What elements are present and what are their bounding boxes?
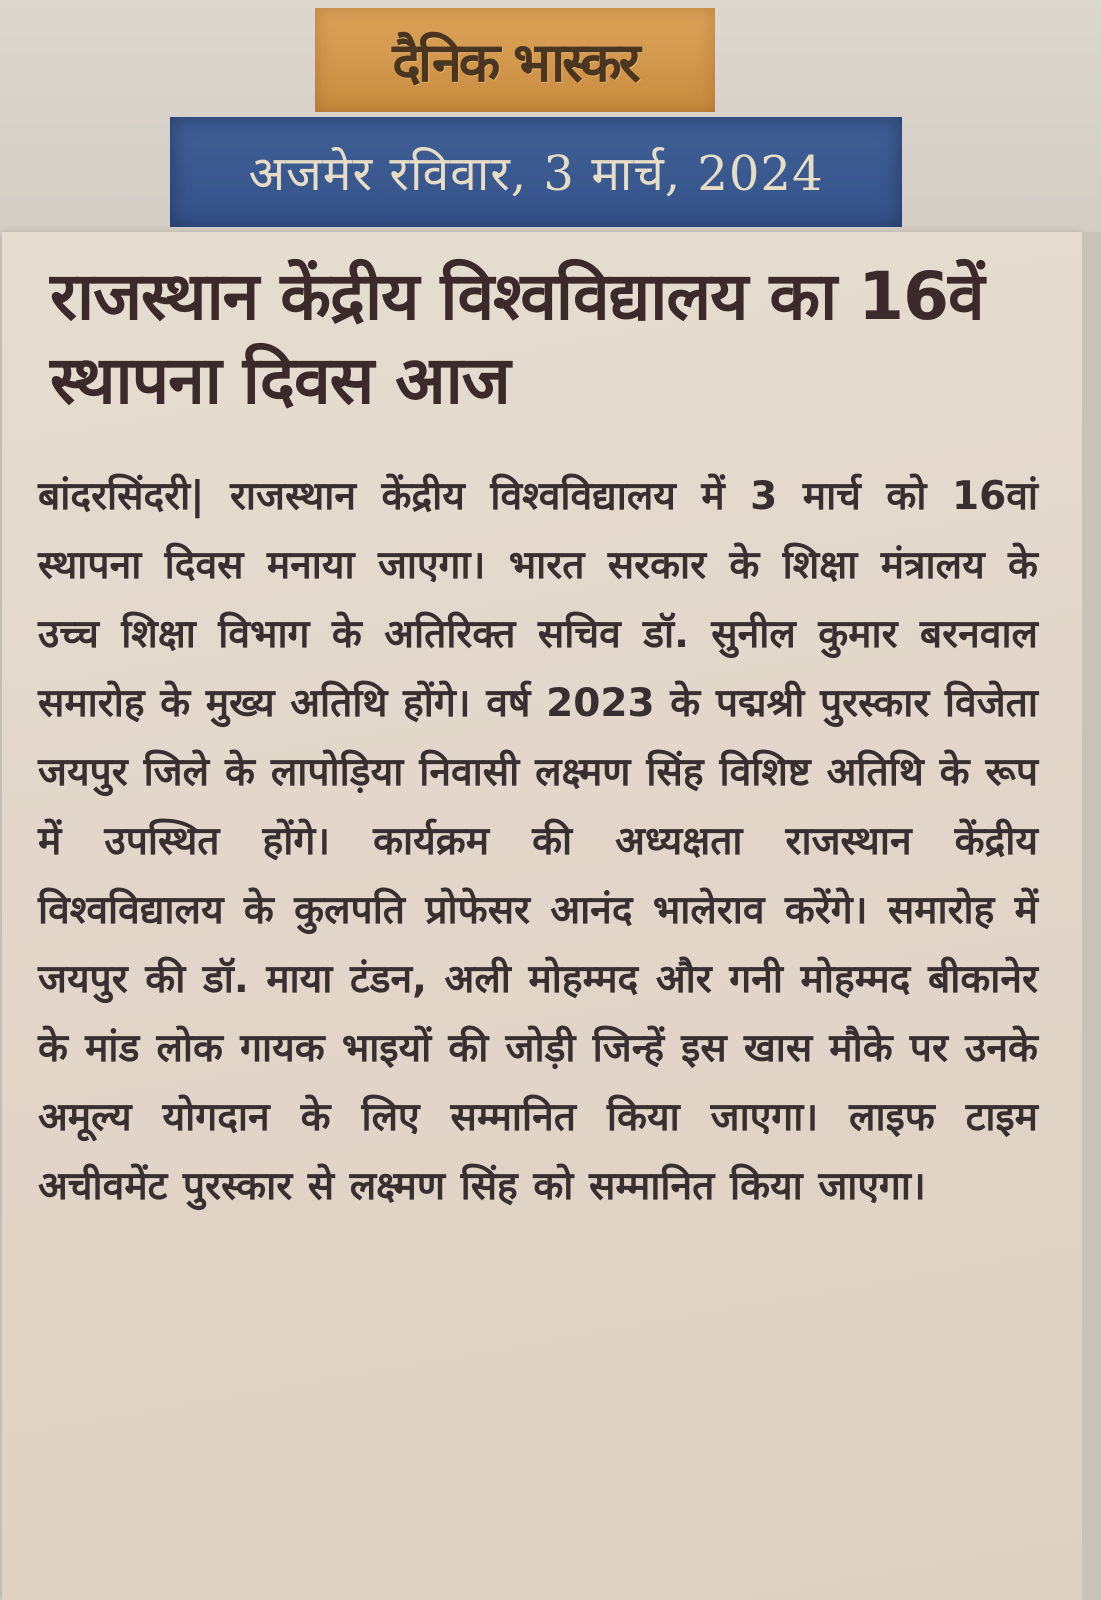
article-body-text: राजस्थान केंद्रीय विश्वविद्यालय में 3 मार्च को 16वां स्थापना दिवस मनाया जाएगा। भारत सरकार के शिक्षा मंत्रालय के उच्च शिक्षा विभाग के अतिरिक्त सचिव डॉ. सुनील कुमार बरनवाल समारोह के मुख्य अतिथि होंगे। वर्ष 2023 के पद्मश्री पुरस्कार विजेता जयपुर जिले के लापोड़िया निवासी लक्ष्मण सिंह विशिष्ट अतिथि के रूप में उपस्थित होंगे। कार्यक्रम की अध्यक्षता राजस्थान केंद्रीय विश्वविद्यालय के कुलपति प्रोफेसर आनंद भालेराव करेंगे। समारोह में जयपुर की डॉ. माया टंडन, अली मोहम्मद और गनी मोहम्मद बीकानेर के मांड लोक गायक भाइयों की जोड़ी जिन्हें इस खास मौके पर उनके अमूल्य योगदान के लिए सम्मानित किया जाएगा। लाइफ टाइम अचीवमेंट पुरस्कार से लक्ष्मण सिंह को सम्मानित किया जाएगा। (38, 474, 1038, 1209)
edition-date-banner (170, 117, 902, 227)
adjacent-column-edge (1082, 232, 1101, 1600)
article-dateline-place: बांदरसिंदरी| (38, 474, 205, 519)
masthead-title: दैनिक भास्कर (392, 31, 638, 94)
article-body (38, 462, 1038, 1221)
article-headline: राजस्थान केंद्रीय विश्वविद्यालय का 16वें स्थापना दिवस आज (50, 258, 984, 419)
newspaper-masthead (315, 8, 715, 112)
edition-date: अजमेर रविवार, 3 मार्च, 2024 (248, 145, 824, 202)
